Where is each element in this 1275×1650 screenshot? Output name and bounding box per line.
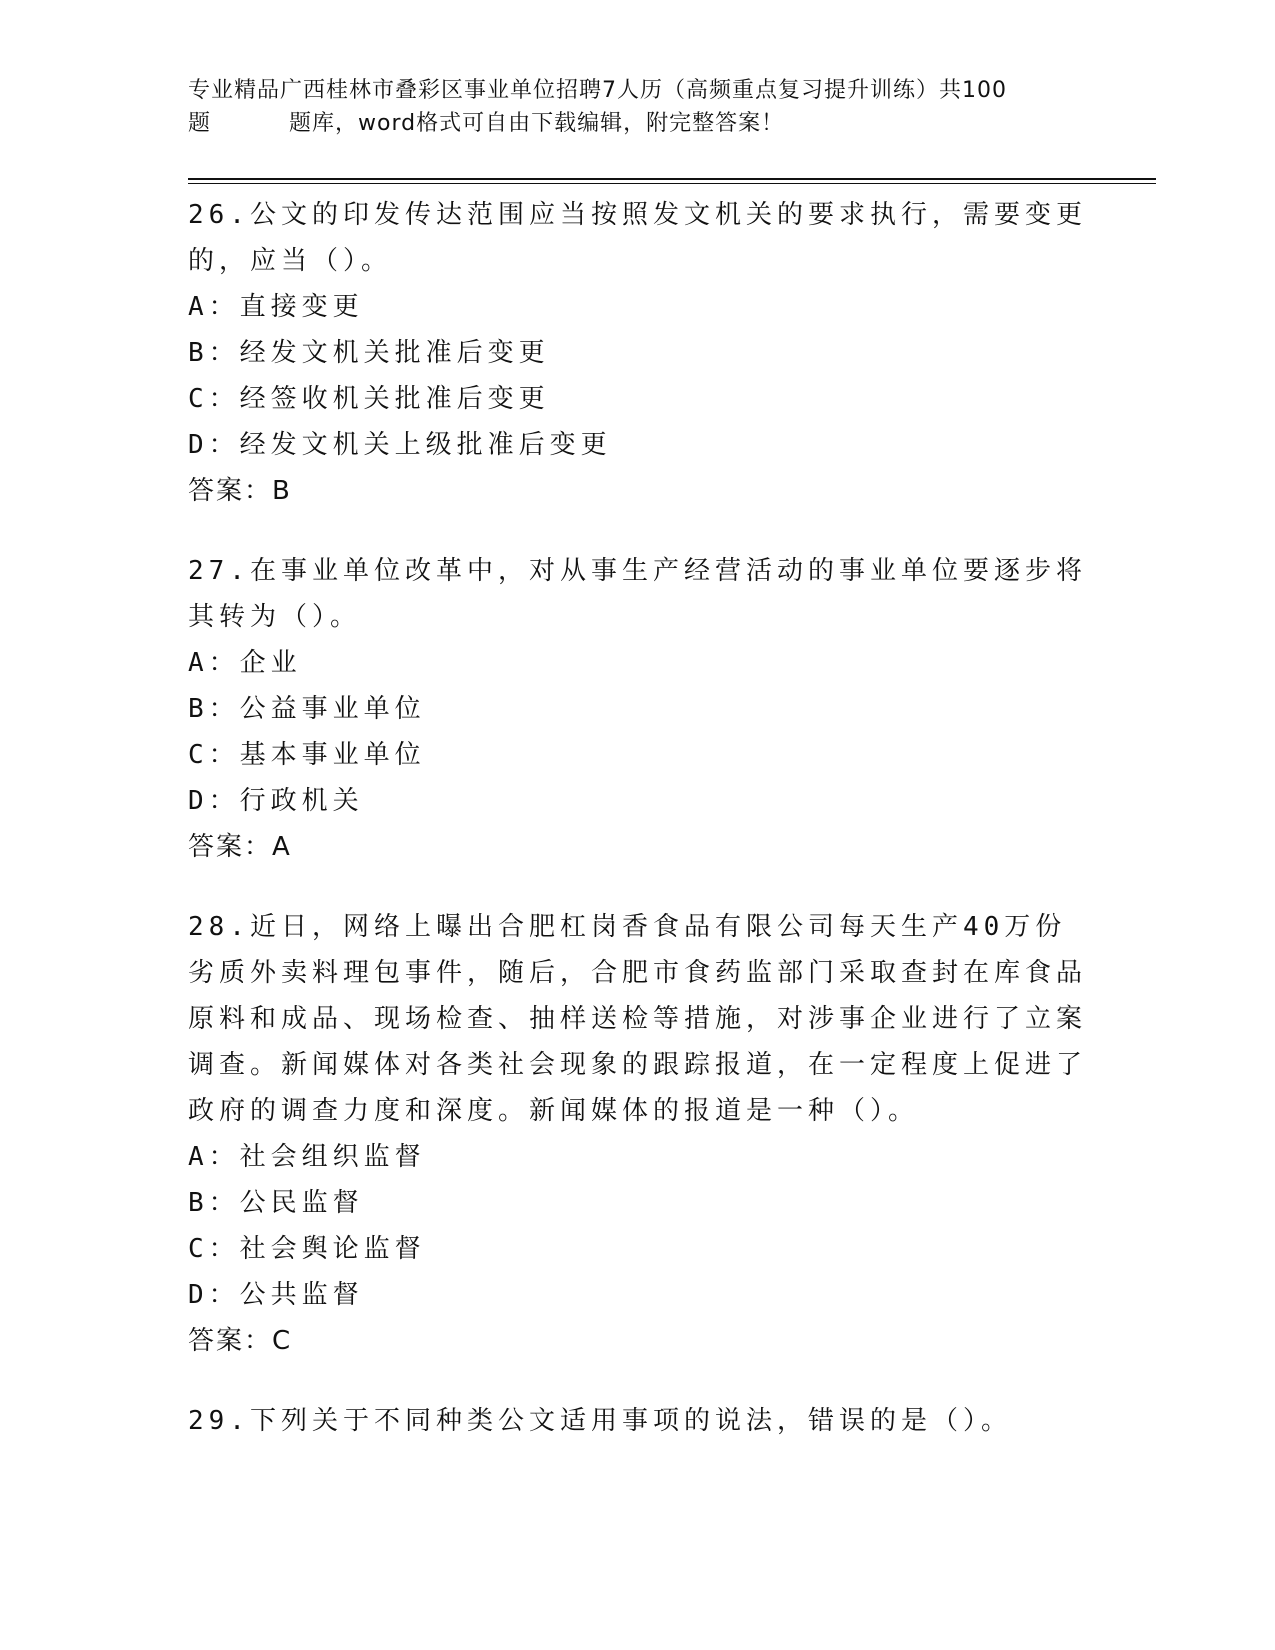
option-d: D：公共监督 bbox=[188, 1280, 364, 1310]
answer-line: 答案：A bbox=[188, 832, 292, 862]
question-stem: 27.在事业单位改革中，对从事生产经营活动的事业单位要逐步将其转为（）。 bbox=[188, 556, 1087, 632]
answer-line: 答案：B bbox=[188, 476, 292, 506]
header-divider-thick bbox=[188, 178, 1156, 180]
answer-line: 答案：C bbox=[188, 1326, 293, 1356]
option-a: A：直接变更 bbox=[188, 292, 364, 322]
option-c: C：社会舆论监督 bbox=[188, 1234, 426, 1264]
header-title-line1: 专业精品广西桂林市叠彩区事业单位招聘7人历（高频重点复习提升训练）共100 bbox=[188, 78, 1007, 103]
option-b: B：经发文机关批准后变更 bbox=[188, 338, 550, 368]
question-stem: 28.近日，网络上曝出合肥杠岗香食品有限公司每天生产40万份劣质外卖料理包事件，随后，合肥市食药监部门采取查封在库食品原料和成品、现场检查、抽样送检等措施，对涉事企业进行了立案调查。新闻媒体对各类社会现象的跟踪报道，在一定程度上促进了政府的调查力度和深度。新闻媒体的报道是一种（）。 bbox=[188, 912, 1088, 1126]
option-d: D：行政机关 bbox=[188, 786, 364, 816]
header-divider-thin bbox=[188, 183, 1156, 184]
option-b: B：公益事业单位 bbox=[188, 694, 426, 724]
option-a: A：社会组织监督 bbox=[188, 1142, 426, 1172]
question-list bbox=[188, 192, 1088, 1478]
page-header bbox=[188, 74, 1088, 140]
option-c: C：基本事业单位 bbox=[188, 740, 426, 770]
option-a: A：企业 bbox=[188, 648, 302, 678]
question-29 bbox=[188, 1398, 1088, 1444]
question-27 bbox=[188, 548, 1088, 870]
question-26 bbox=[188, 192, 1088, 514]
header-title-line2-start: 题 bbox=[188, 111, 212, 136]
question-stem: 26.公文的印发传达范围应当按照发文机关的要求执行，需要变更的，应当（）。 bbox=[188, 200, 1087, 276]
question-28 bbox=[188, 904, 1088, 1364]
header-title-line2 bbox=[188, 107, 1088, 140]
option-c: C：经签收机关批准后变更 bbox=[188, 384, 550, 414]
question-stem: 29.下列关于不同种类公文适用事项的说法，错误的是（）。 bbox=[188, 1406, 1012, 1436]
option-b: B：公民监督 bbox=[188, 1188, 364, 1218]
option-d: D：经发文机关上级批准后变更 bbox=[188, 430, 612, 460]
header-title-line2-end: 题库，word格式可自由下载编辑，附完整答案！ bbox=[289, 111, 785, 136]
